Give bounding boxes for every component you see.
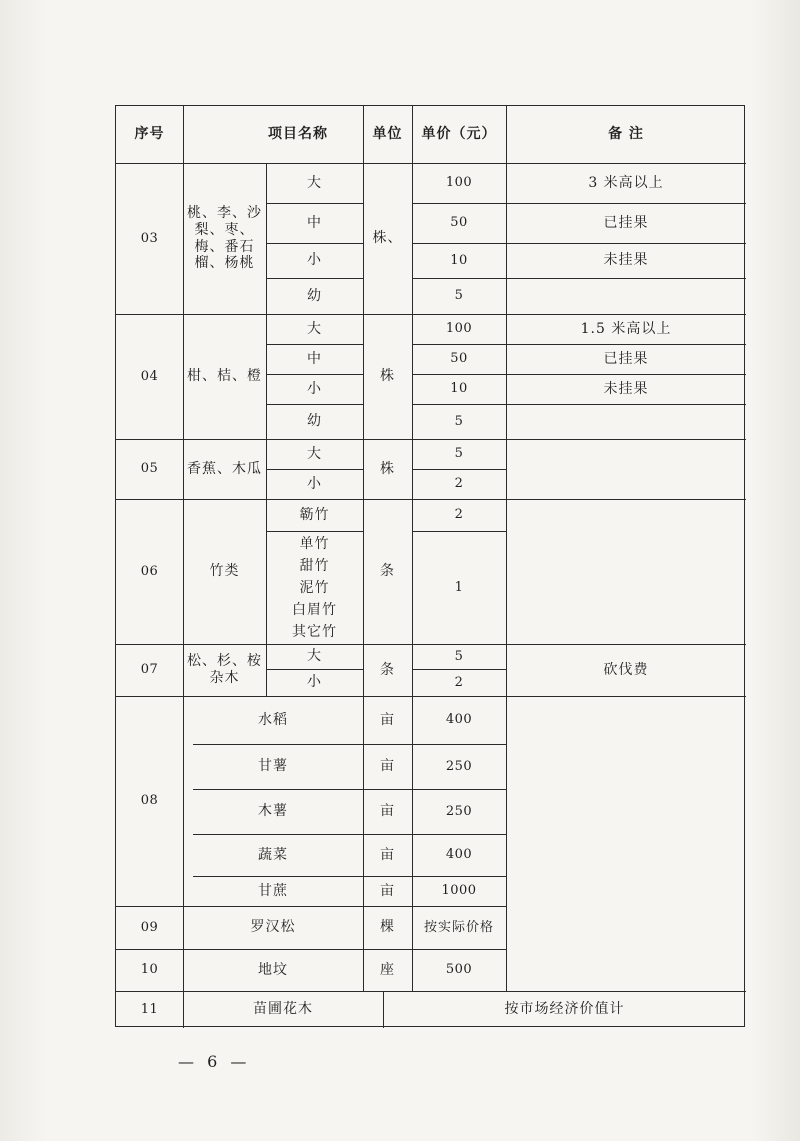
- seq-04: 04: [140, 368, 159, 384]
- remark-04-1: 已挂果: [603, 350, 649, 367]
- price-09: 按实际价格: [423, 919, 494, 935]
- subtype-06-2-item: 甜竹: [299, 557, 330, 574]
- crop-price-2: 250: [445, 803, 473, 819]
- seq-07: 07: [140, 662, 159, 678]
- unit-09: 棵: [380, 919, 395, 936]
- crop-name-3: 蔬菜: [258, 846, 288, 863]
- crop-unit-4: 亩: [380, 882, 395, 899]
- crop-unit-0: 亩: [380, 711, 395, 728]
- name-07: 松、杉、桉杂木: [187, 653, 262, 686]
- crop-price-1: 250: [445, 758, 473, 774]
- header-remark: 备 注: [608, 126, 644, 143]
- seq-10: 10: [140, 962, 159, 978]
- remark-07: 砍伐费: [603, 661, 649, 678]
- table-rule: [506, 696, 507, 991]
- remark-04-2: 未挂果: [603, 380, 649, 397]
- crop-name-1: 甘薯: [258, 758, 288, 775]
- price-03-0: 100: [445, 175, 473, 191]
- table-rule: [506, 278, 746, 279]
- subtype-06-2-item: 其它竹: [292, 623, 337, 640]
- size-04-3: 幼: [307, 413, 322, 430]
- crop-unit-3: 亩: [380, 846, 395, 863]
- remark-03-2: 未挂果: [603, 252, 649, 269]
- page-number: — 6 —: [178, 1052, 251, 1071]
- price-06-1: 2: [454, 507, 464, 523]
- crop-price-4: 1000: [441, 883, 477, 899]
- subtype-06-2-item: 泥竹: [299, 579, 330, 596]
- unit-05: 株: [380, 460, 395, 477]
- crop-name-2: 木薯: [258, 803, 288, 820]
- compensation-price-table: [115, 105, 745, 1027]
- unit-10: 座: [380, 961, 395, 978]
- header-unit: 单位: [372, 126, 403, 143]
- name-09: 罗汉松: [250, 919, 296, 936]
- price-10: 500: [445, 962, 473, 978]
- name-10: 地坟: [258, 961, 288, 978]
- crop-unit-2: 亩: [380, 803, 395, 820]
- size-07-0: 大: [307, 648, 322, 665]
- size-04-1: 中: [307, 350, 322, 367]
- subtype-06-1: 簕竹: [299, 506, 330, 523]
- name-03: 桃、李、沙梨、枣、梅、番石榴、杨桃: [187, 204, 262, 272]
- unit-07: 条: [380, 661, 395, 678]
- name-06: 竹类: [209, 563, 240, 580]
- unit-04: 株: [380, 368, 395, 385]
- price-04-3: 5: [454, 413, 464, 429]
- seq-05: 05: [140, 461, 159, 477]
- seq-08: 08: [140, 793, 159, 809]
- size-05-1: 小: [307, 475, 322, 492]
- crop-price-0: 400: [445, 712, 473, 728]
- header-name: 项目名称: [268, 126, 328, 143]
- size-03-0: 大: [307, 174, 322, 191]
- seq-09: 09: [140, 919, 159, 935]
- seq-11: 11: [140, 1001, 159, 1017]
- remark-04-0: 1.5 米高以上: [580, 320, 672, 337]
- remark-03-1: 已挂果: [603, 214, 649, 231]
- price-04-0: 100: [445, 321, 473, 337]
- price-03-3: 5: [454, 288, 464, 304]
- price-03-2: 10: [450, 252, 468, 268]
- name-11: 苗圃花木: [253, 1001, 313, 1018]
- size-03-1: 中: [307, 214, 322, 231]
- size-03-2: 小: [307, 252, 322, 269]
- size-03-3: 幼: [307, 287, 322, 304]
- subtype-06-2-item: 单竹: [299, 535, 330, 552]
- price-04-1: 50: [450, 351, 468, 367]
- size-05-0: 大: [307, 445, 322, 462]
- unit-03: 株、: [372, 230, 403, 247]
- unit-06: 条: [380, 563, 395, 580]
- header-seq: 序号: [134, 126, 165, 143]
- price-05-0: 5: [454, 446, 464, 462]
- note-11: 按市场经济价值计: [504, 1001, 625, 1018]
- subtype-06-2-list: [266, 531, 363, 644]
- header-price: 单价（元）: [421, 126, 497, 143]
- seq-03: 03: [140, 230, 159, 246]
- price-07-1: 2: [454, 674, 464, 690]
- subtype-06-2-item: 白眉竹: [292, 601, 337, 618]
- remark-03-0: 3 米高以上: [588, 174, 664, 191]
- price-05-1: 2: [454, 476, 464, 492]
- size-04-0: 大: [307, 320, 322, 337]
- crop-unit-1: 亩: [380, 758, 395, 775]
- crop-name-0: 水稻: [258, 711, 288, 728]
- size-04-2: 小: [307, 380, 322, 397]
- seq-06: 06: [140, 563, 159, 579]
- size-07-1: 小: [307, 674, 322, 691]
- price-04-2: 10: [450, 381, 468, 397]
- price-07-0: 5: [454, 648, 464, 664]
- name-05: 香蕉、木瓜: [187, 460, 262, 477]
- name-04: 柑、桔、橙: [187, 368, 262, 385]
- crop-name-4: 甘蔗: [258, 882, 288, 899]
- price-03-1: 50: [450, 215, 468, 231]
- table-rule: [506, 404, 746, 405]
- price-06-2: 1: [454, 579, 464, 595]
- crop-price-3: 400: [445, 847, 473, 863]
